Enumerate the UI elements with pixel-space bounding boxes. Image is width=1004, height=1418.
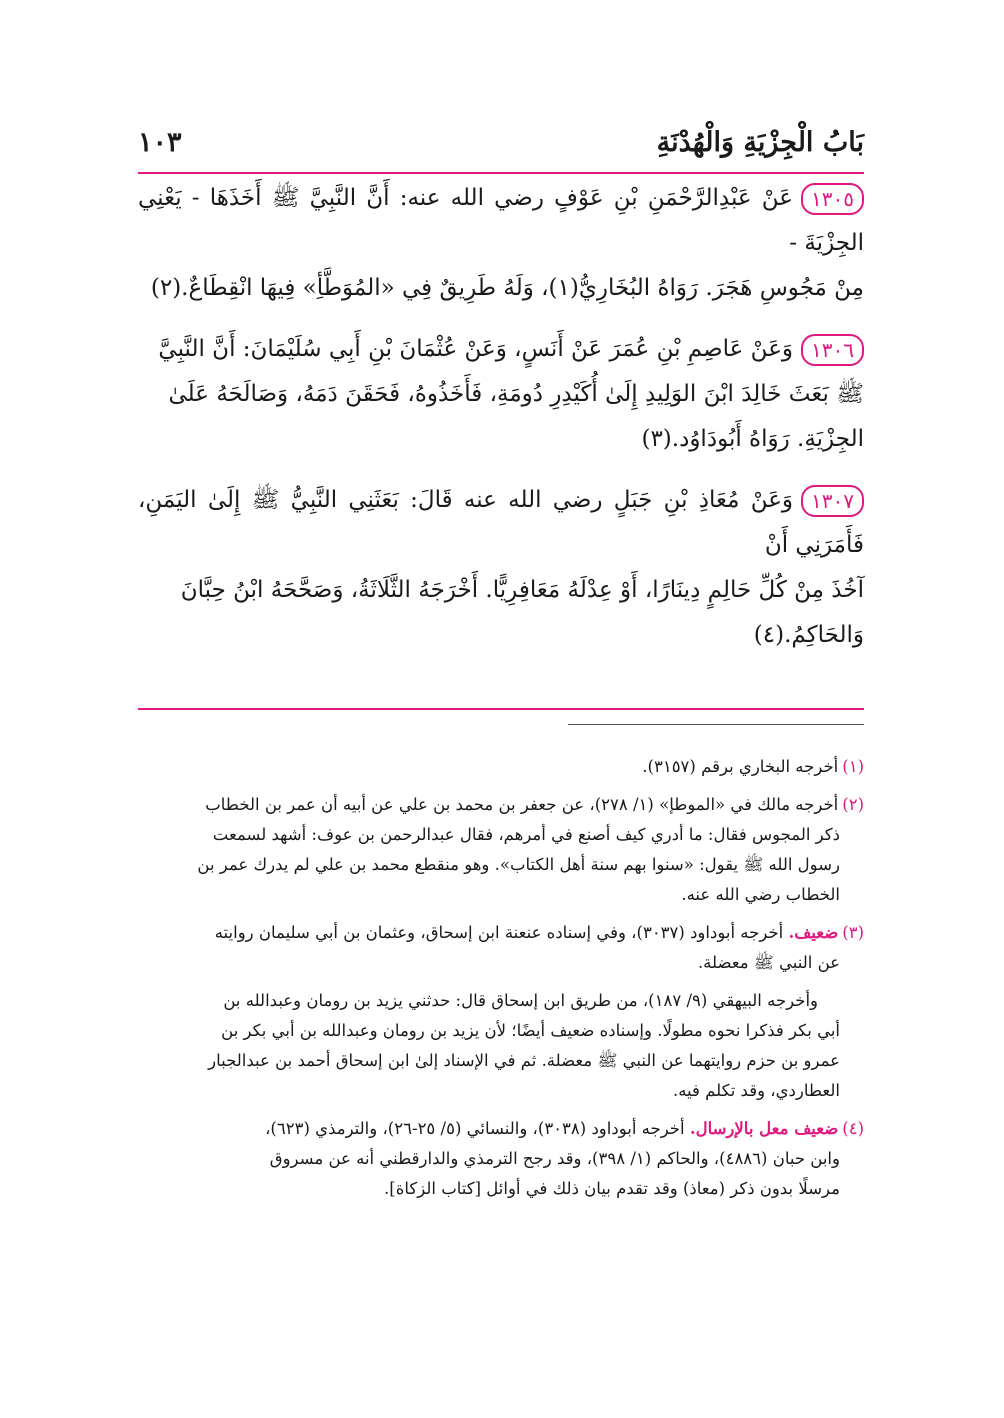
footnote-number: (٢) [842,795,864,814]
footnote-1 [138,752,864,782]
footnote-line: عن النبي ﷺ معضلة. [697,953,840,972]
hadith-number-badge: ١٣٠٧ [801,485,864,517]
grade-label: ضعيف. [788,923,839,942]
hadith-text-line: آخُذَ مِنْ كُلِّ حَالِمٍ دِينَارًا، أَوْ عِدْلَهُ مَعَافِرِيًّا. أَخْرَجَهُ الثَّلَاثَةُ، وَصَحَّحَهُ ابْنُ حِبَّانَ [180,577,864,603]
hadith-number-badge: ١٣٠٥ [801,183,864,215]
footnote-line: عمرو بن حزم روايتهما عن النبي ﷺ معضلة. ثم في الإسناد إلىٰ ابن إسحاق أحمد بن عبدالجبار [208,1051,840,1070]
footnote-3 [138,918,864,978]
hadith-text-line: وَعَنْ عَاصِمِ بْنِ عُمَرَ عَنْ أَنَسٍ، وَعَنْ عُثْمَانَ بْنِ أَبِي سُلَيْمَانَ: أَنَّ النَّبِيَّ [158,336,794,362]
footnote-number: (٤) [842,1119,864,1138]
hadith-number-badge: ١٣٠٦ [801,334,864,366]
chapter-title: بَابُ الْجِزْيَةِ وَالْهُدْنَةِ [656,126,864,158]
page-header [138,118,864,166]
footnote-line: الخطاب رضي الله عنه. [681,885,840,904]
footnote-line: أبي بكر فذكرا نحوه مطولًا. وإسناده ضعيف أيضًا؛ لأن يزيد بن رومان وعبدالله بن أبي بكر بن [221,1021,840,1040]
page-number: ١٠٣ [138,126,182,158]
main-text [138,176,864,674]
footnote-line: مرسلًا بدون ذكر (معاذ) وقد تقدم بيان ذلك في أوائل [كتاب الزكاة]. [384,1179,840,1198]
section-divider [138,708,864,710]
footnote-separator [568,724,864,725]
hadith-text-line: وَالحَاكِمُ.(٤) [753,622,864,648]
footnote-3-extra [138,986,864,1106]
footnote-line: ذكر المجوس فقال: ما أدري كيف أصنع في أمرهم، فقال عبدالرحمن بن عوف: أشهد لسمعت [212,825,840,844]
hadith-1307 [138,478,864,658]
footnote-number: (١) [842,757,864,776]
footnote-line: وأخرجه البيهقي (٩/ ١٨٧)، من طريق ابن إسحاق قال: حدثني يزيد بن رومان وعبدالله بن [223,991,818,1010]
hadith-text-line: الجِزْيَةِ. رَوَاهُ أَبُودَاوُد.(٣) [641,426,864,452]
hadith-text-line: ﷺ بَعَثَ خَالِدَ ابْنَ الوَلِيدِ إِلَىٰ أُكَيْدِرِ دُومَةِ، فَأَخَذُوهُ، فَحَقَنَ دَمَهُ، وَصَالَحَهُ عَلَىٰ [168,381,864,407]
hadith-1305 [138,176,864,311]
footnote-2 [138,790,864,910]
footnote-line: أخرجه البخاري برقم (٣١٥٧). [642,757,839,776]
header-rule [138,172,864,174]
footnote-line: أخرجه أبوداود (٣٠٣٨)، والنسائي (٥/ ٢٥-٢٦)، والترمذي (٦٢٣)، [265,1119,685,1138]
footnote-4 [138,1114,864,1204]
footnotes [138,752,864,1212]
footnote-line: أخرجه أبوداود (٣٠٣٧)، وفي إسناده عنعنة ابن إسحاق، وعثمان بن أبي سليمان روايته [214,923,784,942]
footnote-line: أخرجه مالك في «الموطإ» (١/ ٢٧٨)، عن جعفر بن محمد بن علي عن أبيه أن عمر بن الخطاب [205,795,839,814]
footnote-number: (٣) [842,923,864,942]
hadith-text-line: وَعَنْ مُعَاذِ بْنِ جَبَلٍ رضي الله عنه قَالَ: بَعَثَنِي النَّبِيُّ ﷺ إِلَىٰ اليَمَنِ، فَأَمَرَنِي أَنْ [138,487,864,558]
hadith-text-line: مِنْ مَجُوسِ هَجَرَ. رَوَاهُ البُخَارِيُّ(١)، وَلَهُ طَرِيقٌ فِي «المُوَطَّأِ» فِيهَا انْقِطَاعٌ.(٢) [150,275,864,301]
footnote-line: رسول الله ﷺ يقول: «سنوا بهم سنة أهل الكتاب». وهو منقطع محمد بن علي لم يدرك عمر بن [197,855,840,874]
footnote-line: العطاردي، وقد تكلم فيه. [672,1081,840,1100]
hadith-text-line: عَنْ عَبْدِالرَّحْمَنِ بْنِ عَوْفٍ رضي الله عنه: أَنَّ النَّبِيَّ ﷺ أَخَذَهَا - يَعْنِي الجِزْيَةَ - [138,185,864,256]
grade-label: ضعيف معل بالإرسال. [689,1119,839,1138]
footnote-line: وابن حبان (٤٨٨٦)، والحاكم (١/ ٣٩٨)، وقد رجح الترمذي والدارقطني أنه عن مسروق [269,1149,840,1168]
hadith-1306 [138,327,864,462]
